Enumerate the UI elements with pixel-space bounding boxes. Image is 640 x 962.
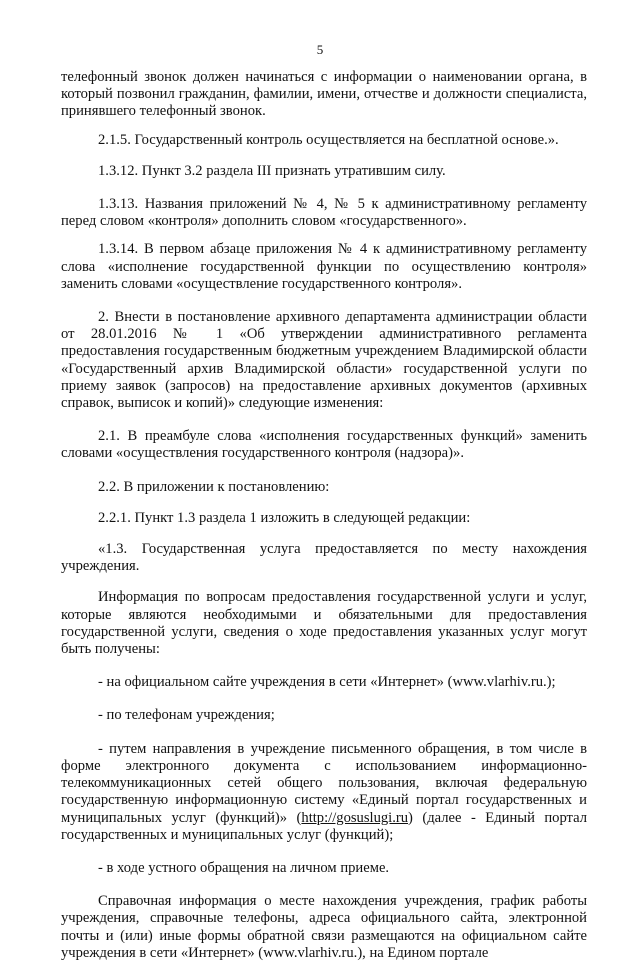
paragraph-1-3-12: 1.3.12. Пункт 3.2 раздела III признать утратившим силу. <box>98 162 446 179</box>
paragraph-information: Информация по вопросам предоставления государственной услуги и услуг, которые являются необходимыми и обязательными для предоставления государственной услуги, сведения о ходе предоставления указанных услуг могут быть получены: <box>61 589 587 658</box>
paragraph-reference-info: Справочная информация о месте нахождения учреждения, график работы учреждения, справочные телефоны, адреса официального сайта, электронной почты и (или) иные формы обратной связи размещаются на официальном сайте учреждения в сети «Интернет» (www.vlarhiv.ru.), на Едином портале <box>61 893 587 961</box>
paragraph-1-3-14: 1.3.14. В первом абзаце приложения № 4 к административному регламенту слова «исполнение государственной функции по осуществлению контроля» заменить словами «осуществление государственного контроля». <box>61 241 587 292</box>
paragraph-1-3-quote: «1.3. Государственная услуга предоставляется по месту нахождения учреждения. <box>61 541 587 575</box>
page-number: 5 <box>316 42 324 57</box>
paragraph-2-1: 2.1. В преамбуле слова «исполнения государственных функций» заменить словами «осуществления государственного контроля (надзора)». <box>61 428 587 462</box>
paragraph-2-2-1: 2.2.1. Пункт 1.3 раздела 1 изложить в следующей редакции: <box>98 509 471 526</box>
list-item-phone: - по телефонам учреждения; <box>98 707 275 724</box>
list-item-website: - на официальном сайте учреждения в сети «Интернет» (www.vlarhiv.ru.); <box>98 674 556 691</box>
list-item-personal-visit: - в ходе устного обращения на личном приеме. <box>98 859 390 876</box>
list-item-written-request <box>61 741 587 844</box>
written-request-text-end: ) (далее - Единый портал государственных и муниципальных услуг (функций); <box>61 809 588 843</box>
paragraph-2-1-5: 2.1.5. Государственный контроль осуществляется на бесплатной основе.». <box>98 131 559 148</box>
paragraph-2-2: 2.2. В приложении к постановлению: <box>98 478 330 495</box>
paragraph-phone-call: телефонный звонок должен начинаться с информации о наименовании органа, в который позвонил гражданин, фамилии, имени, отчестве и должности специалиста, принявшего телефонный звонок. <box>61 69 587 120</box>
paragraph-2: 2. Внести в постановление архивного департамента администрации области от 28.01.2016 № 1 «Об утверждении административного регламента предоставления государственным бюджетным учреждением Владимирской области «Государственный архив Владимирской области» государственной услуги по приему заявок (запросов) на предоставление архивных документов (архивных справок, выписок и копий)» следующие изменения: <box>61 309 587 412</box>
written-request-text-start: - путем направления в учреждение письменного обращения, в том числе в форме электронного документа с использованием информационно-телекоммуникационных сетей общего пользования, включая федеральную государственную информационную систему «Единый портал государственных и муниципальных услуг (функций)» ( <box>61 740 587 826</box>
document-body <box>61 69 587 962</box>
gosuslugi-link[interactable]: http://gosuslugi.ru <box>301 809 409 826</box>
paragraph-1-3-13: 1.3.13. Названия приложений № 4, № 5 к административному регламенту перед словом «контроля» дополнить словом «государственного». <box>61 196 587 230</box>
